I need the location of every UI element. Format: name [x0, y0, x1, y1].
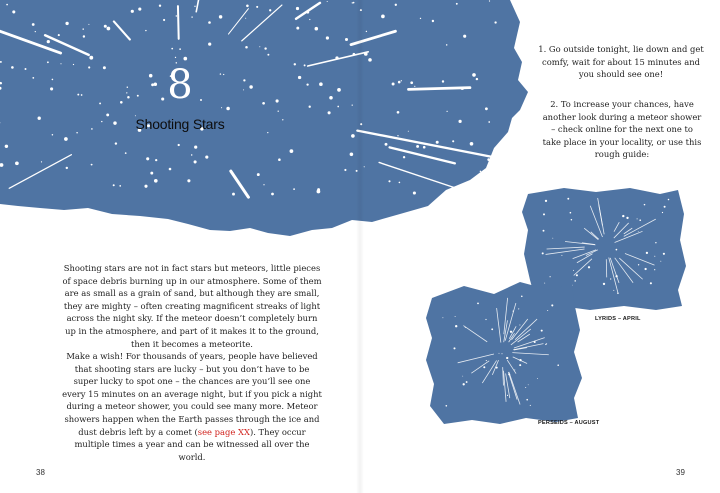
perseids-map — [426, 282, 582, 424]
star-dot — [104, 25, 107, 28]
star-dot — [47, 61, 49, 63]
star-dot — [337, 88, 341, 92]
star-dot — [220, 73, 221, 74]
star-dot — [345, 38, 348, 41]
map-star-dot — [545, 200, 547, 202]
map-star-dot — [501, 353, 502, 354]
star-dot — [194, 160, 197, 163]
map-star-dot — [519, 359, 521, 361]
map-star-dot — [519, 364, 521, 366]
map-star-dot — [551, 304, 553, 306]
map-star-dot — [534, 341, 536, 343]
star-dot — [106, 113, 109, 116]
map-star-dot — [543, 230, 545, 232]
star-dot — [32, 23, 35, 26]
star-dot — [119, 185, 121, 187]
star-dot — [159, 5, 161, 7]
map-star-dot — [530, 405, 531, 406]
star-dot — [137, 95, 139, 97]
intro-paragraph — [62, 262, 322, 350]
star-dot — [154, 179, 158, 183]
star-dot — [276, 99, 279, 102]
right-page — [360, 0, 720, 493]
map-star-dot — [644, 268, 646, 270]
map-star-dot — [610, 278, 611, 279]
star-dot — [298, 76, 301, 79]
star-dot — [163, 19, 165, 21]
star-dot — [208, 21, 211, 24]
star-dot — [131, 10, 134, 13]
wish-paragraph — [62, 350, 322, 463]
star-dot — [176, 15, 177, 16]
map-star-dot — [576, 274, 578, 276]
map-star-dot — [442, 317, 443, 318]
map-star-dot — [567, 198, 569, 200]
map-star-dot — [485, 319, 486, 320]
map-star-dot — [507, 395, 508, 396]
map-star-dot — [664, 206, 666, 208]
star-dot — [126, 92, 127, 93]
map-star-dot — [466, 381, 468, 383]
perseids-sky-patch — [426, 282, 582, 424]
star-dot — [257, 173, 260, 176]
map-star-dot — [626, 217, 628, 219]
star-dot — [179, 48, 181, 50]
star-dot — [309, 19, 310, 20]
map-star-dot — [514, 369, 515, 370]
star-dot — [73, 64, 74, 65]
map-star-dot — [544, 283, 545, 284]
star-dot — [296, 27, 299, 30]
star-dot — [50, 87, 53, 90]
star-dot — [290, 149, 294, 153]
map-star-dot — [542, 252, 544, 254]
star-dot — [306, 83, 308, 85]
star-dot — [99, 102, 101, 104]
star-dot — [115, 142, 117, 144]
star-dot — [187, 179, 190, 182]
page-reference-link[interactable]: see page XX — [197, 426, 250, 437]
star-dot — [66, 167, 68, 169]
map-star-dot — [513, 310, 514, 311]
map-star-dot — [574, 280, 576, 282]
map-star-dot — [463, 383, 465, 385]
star-dot — [38, 117, 41, 120]
star-dot — [175, 57, 176, 58]
star-dot — [245, 46, 248, 49]
wish-text-after: ). They occur multiple times a year and can be witnessed all over the world. — [74, 426, 310, 462]
star-dot — [101, 121, 102, 122]
map-star-dot — [613, 290, 614, 291]
star-dot — [263, 184, 264, 185]
map-star-dot — [499, 353, 500, 354]
map-star-dot — [557, 364, 559, 366]
star-dot — [205, 156, 208, 159]
star-dot — [171, 48, 173, 50]
map-star-dot — [477, 303, 479, 305]
wish-text — [62, 350, 322, 463]
star-dot — [315, 27, 319, 31]
map-star-dot — [550, 276, 551, 277]
tip-two: 2. To increase your chances, have another look during a meteor shower – check online for the next one to take place in your locality, or use this rough guide: — [542, 99, 702, 160]
map-star-dot — [519, 325, 520, 326]
tip-one: 1. Go outside tonight, lie down and get comfy, wait for about 15 minutes and you should see one! — [538, 44, 704, 80]
map-star-dot — [668, 199, 670, 201]
star-dot — [293, 188, 295, 190]
map-star-dot — [521, 296, 523, 298]
star-dot — [267, 54, 269, 56]
map-star-dot — [486, 360, 487, 361]
star-dot — [245, 18, 246, 19]
star-dot — [326, 36, 329, 39]
star-dot — [127, 96, 130, 99]
map-star-dot — [561, 255, 562, 256]
star-dot — [169, 168, 172, 171]
map-star-dot — [546, 343, 547, 344]
star-dot — [249, 85, 252, 88]
star-dot — [89, 56, 93, 60]
star-dot — [58, 34, 60, 36]
star-dot — [150, 172, 153, 175]
star-dot — [11, 66, 14, 69]
star-dot — [344, 169, 346, 171]
chapter-title: Shooting Stars — [135, 116, 225, 132]
star-dot — [221, 107, 222, 108]
map-star-dot — [615, 275, 617, 277]
map-star-dot — [525, 387, 526, 388]
map-star-dot — [646, 252, 648, 254]
map-star-dot — [617, 292, 618, 293]
map-star-dot — [603, 283, 605, 285]
star-dot — [208, 43, 211, 46]
star-dot — [259, 46, 260, 47]
map-star-dot — [543, 213, 545, 215]
map-star-dot — [637, 218, 638, 219]
star-dot — [309, 106, 311, 108]
map-star-dot — [541, 330, 543, 332]
intro-text: Shooting stars are not in fact stars but meteors, little pieces of space debris burning up in our atmosphere. Some of them are as small as a grain of sand, but although they are small, they are mighty – often creating magnificent streaks of light across the night sky. If the meteor doesn’t completely burn up in the atmosphere, and part of it makes it to the ground, then it becomes a meteorite. — [62, 263, 322, 349]
map-star-dot — [465, 327, 466, 328]
star-dot — [83, 35, 85, 37]
meteor-streak — [178, 6, 179, 39]
star-dot — [327, 1, 328, 2]
star-dot — [146, 157, 149, 160]
star-dot — [125, 152, 127, 154]
star-dot — [178, 144, 180, 146]
star-dot — [25, 68, 27, 70]
map-star-dot — [547, 310, 548, 311]
star-dot — [304, 64, 306, 66]
star-dot — [243, 89, 244, 90]
star-dot — [127, 86, 128, 87]
star-dot — [269, 9, 271, 11]
star-dot — [317, 188, 320, 191]
map-star-dot — [650, 282, 652, 284]
star-dot — [353, 2, 355, 4]
map-star-dot — [537, 378, 538, 379]
star-dot — [256, 6, 258, 8]
star-dot — [194, 146, 197, 149]
star-dot — [352, 104, 353, 105]
map-star-dot — [508, 373, 510, 375]
star-dot — [138, 8, 141, 11]
star-dot — [0, 61, 2, 63]
map-star-dot — [453, 347, 455, 349]
map-star-dot — [616, 249, 618, 251]
star-dot — [41, 161, 42, 162]
map-star-dot — [660, 261, 661, 262]
map-star-dot — [545, 344, 546, 345]
star-dot — [329, 96, 333, 100]
map-star-dot — [654, 256, 655, 257]
star-dot — [335, 56, 338, 59]
star-dot — [328, 111, 331, 114]
star-dot — [191, 154, 192, 155]
star-dot — [271, 193, 274, 196]
star-dot — [107, 27, 111, 31]
map-star-dot — [638, 231, 639, 232]
star-dot — [294, 63, 296, 65]
star-dot — [103, 66, 106, 69]
star-dot — [278, 158, 281, 161]
map-star-dot — [462, 376, 463, 377]
chapter-number: 8 — [167, 62, 193, 108]
star-dot — [47, 40, 50, 43]
star-dot — [82, 28, 83, 29]
map-star-dot — [526, 399, 528, 401]
star-dot — [352, 2, 353, 3]
map-star-dot — [639, 219, 641, 221]
star-dot — [350, 153, 354, 157]
star-dot — [226, 107, 230, 111]
map-star-dot — [644, 204, 646, 206]
caption-lyrids: LYRIDS – APRIL — [595, 316, 641, 322]
star-dot — [262, 102, 265, 105]
star-dot — [353, 53, 356, 56]
map-star-dot — [455, 316, 456, 317]
star-dot — [264, 47, 266, 49]
star-dot — [278, 111, 279, 112]
caption-perseids: PERSEIDS – AUGUST — [538, 420, 600, 426]
star-dot — [306, 11, 309, 14]
map-star-dot — [552, 238, 553, 239]
star-dot — [145, 30, 146, 31]
star-dot — [282, 119, 283, 120]
map-star-dot — [622, 215, 624, 217]
map-star-dot — [655, 242, 656, 243]
map-star-dot — [570, 212, 572, 214]
star-dot — [219, 15, 222, 18]
page-number-right: 39 — [676, 468, 685, 477]
star-dot — [12, 10, 15, 13]
star-dot — [267, 132, 268, 133]
map-star-dot — [518, 308, 519, 309]
star-dot — [144, 185, 147, 188]
map-star-dot — [445, 405, 447, 407]
star-dot — [191, 16, 192, 17]
wish-text-before: Make a wish! For thousands of years, people have believed that shooting stars are lucky – but you don’t have to be super lucky to spot one – the chances are you’ll see one every 15 minutes on an average night, but if you pick a night during a meteor shower, you could see many more. Meteor showers happen when the Earth passes through the ice and dust debris left by a comet ( — [62, 351, 322, 437]
map-star-dot — [483, 366, 485, 368]
star-dot — [183, 57, 187, 61]
star-dot — [91, 164, 93, 166]
map-star-dot — [638, 264, 639, 265]
star-dot — [77, 94, 79, 96]
star-dot — [88, 66, 90, 68]
star-dot — [91, 128, 93, 130]
star-dot — [337, 106, 339, 108]
star-dot — [60, 63, 61, 64]
map-star-dot — [573, 270, 574, 271]
star-dot — [155, 159, 157, 161]
star-dot — [32, 77, 34, 79]
map-star-dot — [571, 219, 572, 220]
star-dot — [246, 5, 249, 8]
star-dot — [35, 31, 36, 32]
star-dot — [6, 4, 8, 6]
map-star-dot — [662, 212, 663, 213]
map-star-dot — [663, 253, 665, 255]
star-dot — [81, 94, 83, 96]
star-dot — [232, 193, 235, 196]
star-dot — [296, 7, 299, 10]
star-dot — [76, 132, 77, 133]
map-star-dot — [510, 331, 512, 333]
star-dot — [194, 6, 195, 7]
star-dot — [243, 79, 245, 81]
page-number-left: 38 — [36, 468, 45, 477]
map-star-dot — [588, 266, 590, 268]
star-dot — [113, 184, 115, 186]
map-star-dot — [654, 269, 655, 270]
star-dot — [351, 134, 355, 138]
star-dot — [319, 82, 323, 86]
star-dot — [88, 24, 89, 25]
map-star-dot — [491, 328, 493, 330]
star-dot — [120, 101, 123, 104]
map-star-dot — [496, 367, 498, 369]
star-dot — [52, 79, 54, 81]
star-dot — [223, 74, 224, 75]
star-dot — [5, 145, 8, 148]
map-star-dot — [528, 384, 529, 385]
star-dot — [52, 134, 54, 136]
map-star-dot — [506, 357, 508, 359]
star-dot — [15, 161, 19, 165]
star-dot — [64, 137, 68, 141]
star-dot — [65, 22, 68, 25]
map-star-dot — [455, 325, 457, 327]
